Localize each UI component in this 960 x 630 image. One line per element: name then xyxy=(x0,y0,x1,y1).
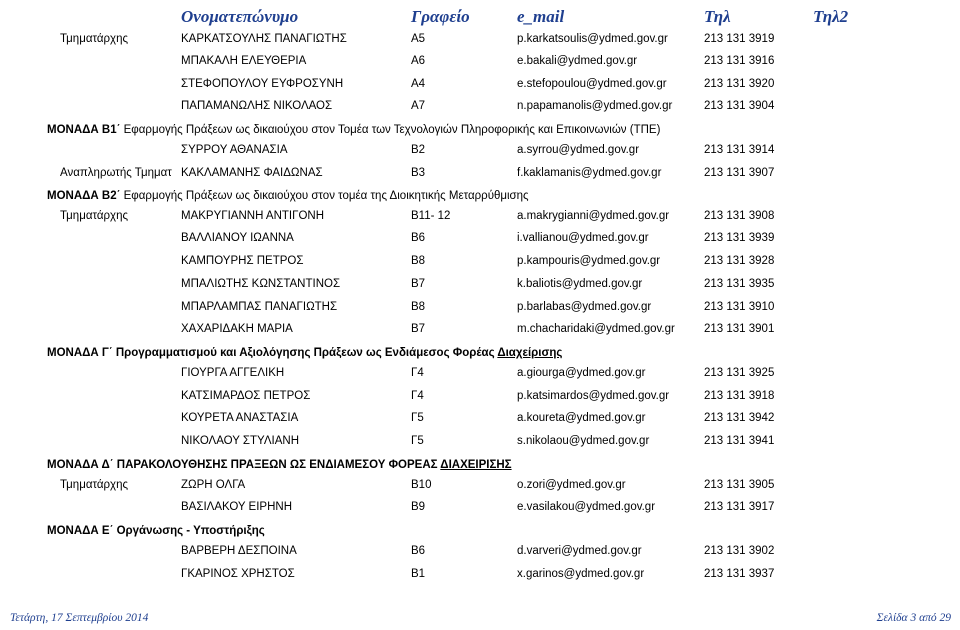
row-name: ΜΑΚΡΥΓΙΑΝΝΗ ΑΝΤΙΓΟΝΗ xyxy=(181,210,325,222)
row-office: Β2 xyxy=(411,144,426,156)
row-phone: 213 131 3916 xyxy=(704,55,775,67)
row-email: d.varveri@ydmed.gov.gr xyxy=(517,545,642,557)
row-office: Β7 xyxy=(411,323,426,335)
row-name: ΓΚΑΡΙΝΟΣ ΧΡΗΣΤΟΣ xyxy=(181,568,295,580)
row-phone: 213 131 3914 xyxy=(704,144,775,156)
header-phone: Τηλ xyxy=(704,7,731,26)
row-email: p.karkatsoulis@ydmed.gov.gr xyxy=(517,33,668,45)
row-email: p.kampouris@ydmed.gov.gr xyxy=(517,255,661,267)
row-name: ΠΑΠΑΜΑΝΩΛΗΣ ΝΙΚΟΛΑΟΣ xyxy=(181,100,333,112)
table-row xyxy=(0,565,960,585)
row-phone: 213 131 3935 xyxy=(704,278,775,290)
header-email: e_mail xyxy=(517,7,565,26)
table-row xyxy=(0,476,960,496)
table-row xyxy=(0,30,960,50)
section-title: ΜΟΝΑΔΑ Δ΄ ΠΑΡΑΚΟΛΟΥΘΗΣΗΣ ΠΡΑΞΕΩΝ ΩΣ ΕΝΔΙΑΜΕΣΟΥ ΦΟΡΕΑΣ xyxy=(47,459,441,471)
row-email: n.papamanolis@ydmed.gov.gr xyxy=(517,100,673,112)
row-phone: 213 131 3919 xyxy=(704,33,775,45)
row-office: Β6 xyxy=(411,232,426,244)
row-office: Β6 xyxy=(411,545,426,557)
row-email: x.garinos@ydmed.gov.gr xyxy=(517,568,645,580)
row-email: p.barlabas@ydmed.gov.gr xyxy=(517,301,652,313)
row-office: Α5 xyxy=(411,33,426,45)
row-office: Γ5 xyxy=(411,435,424,447)
row-office: Β1 xyxy=(411,568,426,580)
row-email: a.koureta@ydmed.gov.gr xyxy=(517,412,646,424)
table-row xyxy=(0,364,960,384)
row-email: a.syrrou@ydmed.gov.gr xyxy=(517,144,640,156)
row-phone: 213 131 3907 xyxy=(704,167,775,179)
table-row xyxy=(0,164,960,184)
row-name: ΚΑΡΚΑΤΣΟΥΛΗΣ ΠΑΝΑΓΙΩΤΗΣ xyxy=(181,33,347,45)
row-email: a.makrygianni@ydmed.gov.gr xyxy=(517,210,670,222)
row-email: m.chacharidaki@ydmed.gov.gr xyxy=(517,323,675,335)
row-name: ΒΑΣΙΛΑΚΟΥ ΕΙΡΗΝΗ xyxy=(181,501,292,513)
row-phone: 213 131 3937 xyxy=(704,568,775,580)
row-phone: 213 131 3920 xyxy=(704,78,775,90)
row-name: ΣΥΡΡΟΥ ΑΘΑΝΑΣΙΑ xyxy=(181,144,288,156)
row-office: Β7 xyxy=(411,278,426,290)
row-name: ΚΟΥΡΕΤΑ ΑΝΑΣΤΑΣΙΑ xyxy=(181,412,299,424)
table-row xyxy=(0,498,960,518)
section-heading-b1 xyxy=(47,124,660,136)
section-title-underlined: Διαχείρισης xyxy=(497,347,563,359)
row-email: p.katsimardos@ydmed.gov.gr xyxy=(517,390,670,402)
section-title: ΜΟΝΑΔΑ Γ΄ Προγραμματισμού και Αξιολόγησης Πράξεων ως Ενδιάμεσος Φορέας xyxy=(47,347,498,359)
footer-page-number: Σελίδα 3 από 29 xyxy=(876,612,951,624)
row-office: Β3 xyxy=(411,167,426,179)
table-row xyxy=(0,387,960,407)
section-title: Εφαρμογής Πράξεων ως δικαιούχου στον τομέα της Διοικητικής Μεταρρύθμισης xyxy=(120,190,529,202)
header-name: Ονοματεπώνυμο xyxy=(181,7,299,26)
row-email: e.bakali@ydmed.gov.gr xyxy=(517,55,638,67)
section-heading-e xyxy=(47,525,265,537)
row-email: f.kaklamanis@ydmed.gov.gr xyxy=(517,167,662,179)
row-office: Γ4 xyxy=(411,367,424,379)
row-office: Γ4 xyxy=(411,390,424,402)
row-name: ΚΑΚΛΑΜΑΝΗΣ ΦΑΙΔΩΝΑΣ xyxy=(181,167,323,179)
row-role: Αναπληρωτής Τμηματ xyxy=(60,167,172,179)
row-phone: 213 131 3901 xyxy=(704,323,775,335)
row-name: ΚΑΤΣΙΜΑΡΔΟΣ ΠΕΤΡΟΣ xyxy=(181,390,311,402)
page-footer xyxy=(0,612,960,628)
row-phone: 213 131 3917 xyxy=(704,501,775,513)
table-row xyxy=(0,207,960,227)
section-heading-b2 xyxy=(47,190,529,202)
row-phone: 213 131 3939 xyxy=(704,232,775,244)
table-row xyxy=(0,252,960,272)
row-office: Β8 xyxy=(411,255,426,267)
row-office: Β10 xyxy=(411,479,432,491)
row-name: ΚΑΜΠΟΥΡΗΣ ΠΕΤΡΟΣ xyxy=(181,255,304,267)
row-role: Τμηματάρχης xyxy=(60,210,129,222)
table-row xyxy=(0,275,960,295)
row-phone: 213 131 3905 xyxy=(704,479,775,491)
table-row xyxy=(0,52,960,72)
row-name: ΜΠΑΚΑΛΗ ΕΛΕΥΘΕΡΙΑ xyxy=(181,55,307,67)
row-email: k.baliotis@ydmed.gov.gr xyxy=(517,278,643,290)
row-phone: 213 131 3928 xyxy=(704,255,775,267)
table-row xyxy=(0,320,960,340)
row-phone: 213 131 3925 xyxy=(704,367,775,379)
row-phone: 213 131 3941 xyxy=(704,435,775,447)
row-phone: 213 131 3902 xyxy=(704,545,775,557)
section-title: ΜΟΝΑΔΑ Ε΄ Οργάνωσης - Υποστήριξης xyxy=(47,525,265,537)
table-row xyxy=(0,75,960,95)
row-email: i.vallianou@ydmed.gov.gr xyxy=(517,232,649,244)
row-phone: 213 131 3942 xyxy=(704,412,775,424)
row-name: ΖΩΡΗ ΟΛΓΑ xyxy=(181,479,246,491)
row-email: s.nikolaou@ydmed.gov.gr xyxy=(517,435,650,447)
row-office: Α6 xyxy=(411,55,426,67)
row-office: Α7 xyxy=(411,100,426,112)
row-name: ΒΑΛΛΙΑΝΟΥ ΙΩΑΝΝΑ xyxy=(181,232,294,244)
section-unit: ΜΟΝΑΔΑ Β2΄ xyxy=(47,190,121,202)
row-office: Β8 xyxy=(411,301,426,313)
table-row xyxy=(0,141,960,161)
section-title: Εφαρμογής Πράξεων ως δικαιούχου στον Τομέα των Τεχνολογιών Πληροφορικής και Επικοινωνιών (ΤΠΕ) xyxy=(120,124,661,136)
row-name: ΝΙΚΟΛΑΟΥ ΣΤΥΛΙΑΝΗ xyxy=(181,435,300,447)
row-email: e.vasilakou@ydmed.gov.gr xyxy=(517,501,656,513)
row-phone: 213 131 3910 xyxy=(704,301,775,313)
row-name: ΓΙΟΥΡΓΑ ΑΓΓΕΛΙΚΗ xyxy=(181,367,285,379)
table-row xyxy=(0,432,960,452)
row-office: Β11- 12 xyxy=(411,210,451,222)
header-office: Γραφείο xyxy=(411,7,470,26)
header-phone2: Τηλ2 xyxy=(813,7,849,26)
row-email: a.giourga@ydmed.gov.gr xyxy=(517,367,646,379)
row-office: Γ5 xyxy=(411,412,424,424)
table-row xyxy=(0,409,960,429)
row-phone: 213 131 3908 xyxy=(704,210,775,222)
row-email: e.stefopoulou@ydmed.gov.gr xyxy=(517,78,667,90)
table-row xyxy=(0,298,960,318)
row-role: Τμηματάρχης xyxy=(60,479,129,491)
row-name: ΜΠΑΛΙΩΤΗΣ ΚΩΝΣΤΑΝΤΙΝΟΣ xyxy=(181,278,341,290)
row-email: o.zori@ydmed.gov.gr xyxy=(517,479,626,491)
table-row xyxy=(0,97,960,117)
row-name: ΧΑΧΑΡΙΔΑΚΗ ΜΑΡΙΑ xyxy=(181,323,293,335)
row-office: Α4 xyxy=(411,78,426,90)
section-heading-g xyxy=(47,347,562,359)
section-title-underlined: ΔΙΑΧΕΙΡΙΣΗΣ xyxy=(440,459,512,471)
row-name: ΣΤΕΦΟΠΟΥΛΟΥ ΕΥΦΡΟΣΥΝΗ xyxy=(181,78,344,90)
row-role: Τμηματάρχης xyxy=(60,33,129,45)
row-name: ΒΑΡΒΕΡΗ ΔΕΣΠΟΙΝΑ xyxy=(181,545,297,557)
footer-date: Τετάρτη, 17 Σεπτεμβρίου 2014 xyxy=(10,612,149,624)
row-office: Β9 xyxy=(411,501,426,513)
table-row xyxy=(0,542,960,562)
table-row xyxy=(0,229,960,249)
column-header-row xyxy=(0,4,960,30)
section-heading-d xyxy=(47,459,512,471)
row-phone: 213 131 3918 xyxy=(704,390,775,402)
row-name: ΜΠΑΡΛΑΜΠΑΣ ΠΑΝΑΓΙΩΤΗΣ xyxy=(181,301,338,313)
section-unit: ΜΟΝΑΔΑ Β1΄ xyxy=(47,124,121,136)
row-phone: 213 131 3904 xyxy=(704,100,775,112)
